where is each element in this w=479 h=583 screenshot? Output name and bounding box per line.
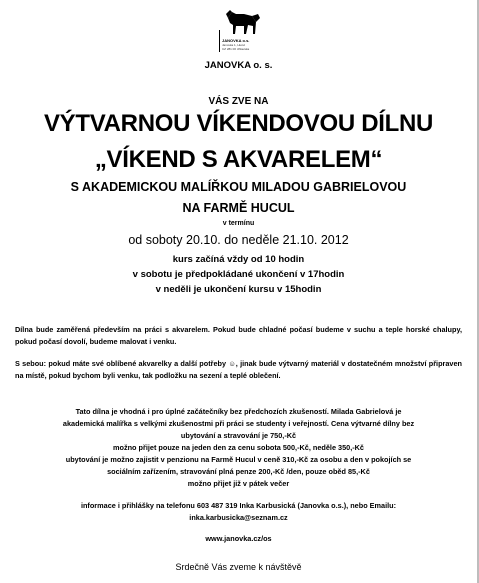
contact-info [0,500,477,524]
schedule-line: v sobotu je předpokládané ukončení v 17hodin [132,269,345,280]
title-line-1: VÝTVARNOU VÍKENDOVOU DÍLNU [43,110,434,137]
logo-name: JANOVKA o.s. [222,38,250,43]
organization-name: JANOVKA o. s. [204,60,273,71]
logo-divider [219,30,220,52]
pricing-line: možno přijet již v pátek večer [187,479,290,488]
schedule-line: v neděli je ukončení kursu v 15hodin [155,284,322,295]
contact-email: inka.karbusicka@seznam.cz [189,513,288,522]
contact-line: informace i přihlášky na telefonu 603 487 319 Inka Karbusická (Janovka o.s.), nebo Emailu: [80,501,397,510]
bring-along-paragraph: S sebou: pokud máte své oblíbené akvarelky a další potřeby ☺, jinak bude výtvarný materiál v dostatečném množství připraven na místě, pokud bychom byli venku, tak podložku na sezení a teplé oblečení. [15,359,462,380]
invite-text: VÁS ZVE NA [208,96,269,107]
title-line-2: „VÍKEND S AKVARELEM“ [94,146,383,173]
instructor-line: S AKADEMICKOU MALÍŘKOU MILADOU GABRIELOVOU [70,180,407,194]
pricing-line: sociálním zařízením, stravování plná penze 200,-Kč /den, pouze oběd 85,-Kč [107,467,370,476]
description-paragraph: Dílna bude zaměřená především na práci s akvarelem. Pokud bude chladné počasí budeme v suchu a teple horské chalupy, pokud počasí dovolí, budeme malovat i venku. [15,325,462,346]
pricing-line: ubytování je možno zajistit v penzionu na Farmě Hucul v ceně 310,-Kč za osobu a den v pokojích se [65,455,412,464]
event-dates: od soboty 20.10. do neděle 21.10. 2012 [128,233,349,247]
venue-line: NA FARMĚ HUCUL [182,201,295,215]
pricing-paragraph [10,406,467,490]
logo-address [222,43,249,51]
pricing-line: možno přijet pouze na jeden den za cenu sobota 500,-Kč, neděle 350,-Kč [113,443,364,452]
logo-address-line: Janovka 1, Hucul [222,43,246,47]
website-link: www.janovka.cz/os [205,534,272,543]
schedule [0,252,477,297]
term-label: v termínu [222,220,255,227]
closing-line: Srdečně Vás zveme k návštěvě [175,562,302,572]
schedule-line: kurs začíná vždy od 10 hodin [172,254,305,265]
pricing-line: akademická malířka s velkými zkušenostmi při práci se studenty i veřejností. Cena výtvarné dílny bez [62,419,415,428]
pricing-line: ubytování a stravování je 750,-Kč [180,431,297,440]
pricing-line: Tato dílna je vhodná i pro úplné začátečníky bez předchozích zkušeností. Milada Gabrielová je [75,407,402,416]
logo-address-line: CZ 281 00 Jihlavska [222,47,250,51]
